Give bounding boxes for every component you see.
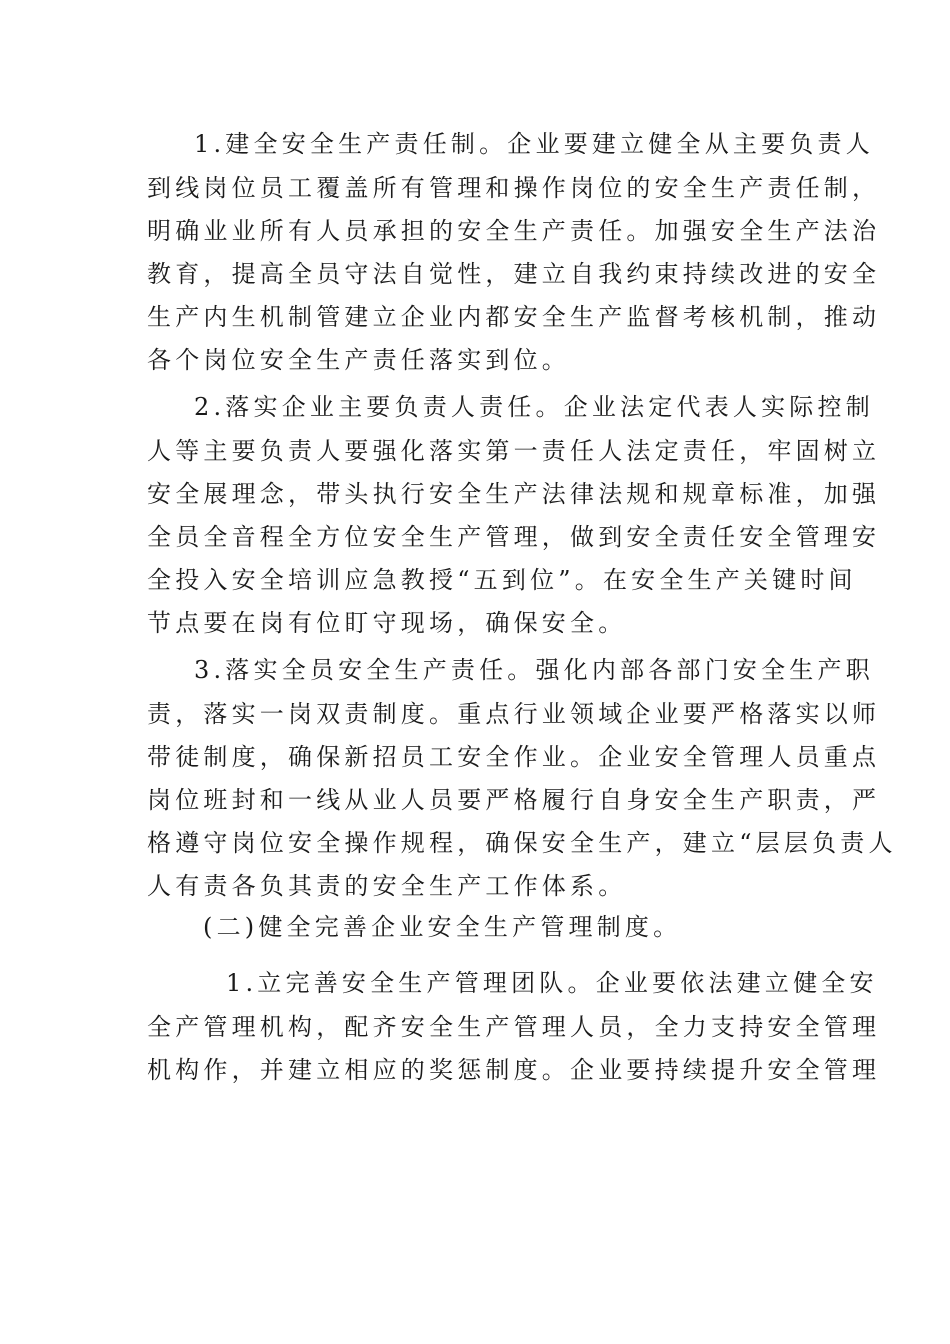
paragraph-3-line-6: 人有责各负其责的安全生产工作体系。 (147, 872, 627, 900)
paragraph-3-line-4: 岗位班封和一线从业人员要严格履行自身安全生产职责，严 (147, 786, 881, 814)
paragraph-1-line-3: 明确业业所有人员承担的安全生产责任。加强安全生产法治 (147, 217, 881, 245)
paragraph-3-line-3: 带徒制度，确保新招员工安全作业。企业安全管理人员重点 (147, 743, 881, 771)
paragraph-5-line-3: 机构作，并建立相应的奖惩制度。企业要持续提升安全管理 (147, 1056, 881, 1084)
paragraph-1-line-2: 到线岗位员工覆盖所有管理和操作岗位的安全生产责任制， (147, 174, 881, 202)
paragraph-1-line-6: 各个岗位安全生产责任落实到位。 (147, 346, 570, 374)
paragraph-2-line-5: 全投入安全培训应急教授“五到位”。在安全生产关键时间 (147, 566, 857, 594)
paragraph-5-line-1: 1.立完善安全生产管理团队。企业要依法建立健全安 (226, 969, 878, 997)
paragraph-5-line-2: 全产管理机构，配齐安全生产管理人员，全力支持安全管理 (147, 1013, 881, 1041)
paragraph-2-line-4: 全员全音程全方位安全生产管理，做到安全责任安全管理安 (147, 523, 881, 551)
paragraph-3-line-2: 责，落实一岗双责制度。重点行业领域企业要严格落实以师 (147, 700, 881, 728)
paragraph-2-line-2: 人等主要负责人要强化落实第一责任人法定责任，牢固树立 (147, 437, 881, 465)
section-heading: (二)健全完善企业安全生产管理制度。 (203, 913, 682, 941)
paragraph-2-line-1: 2.落实企业主要负责人责任。企业法定代表人实际控制 (194, 393, 874, 421)
paragraph-1-line-4: 教育，提高全员守法自觉性，建立自我约束持续改进的安全 (147, 260, 881, 288)
paragraph-2-line-6: 节点要在岗有位盯守现场，确保安全。 (147, 609, 627, 637)
paragraph-2-line-3: 安全展理念，带头执行安全生产法律法规和规章标准，加强 (147, 480, 881, 508)
paragraph-1-line-5: 生产内生机制管建立企业内都安全生产监督考核机制，推动 (147, 303, 881, 331)
paragraph-3-line-1: 3.落实全员安全生产责任。强化内部各部门安全生产职 (194, 656, 874, 684)
paragraph-1-line-1: 1.建全安全生产责任制。企业要建立健全从主要负责人 (194, 130, 874, 158)
paragraph-3-line-5: 格遵守岗位安全操作规程，确保安全生产，建立“层层负责人 (147, 829, 897, 857)
